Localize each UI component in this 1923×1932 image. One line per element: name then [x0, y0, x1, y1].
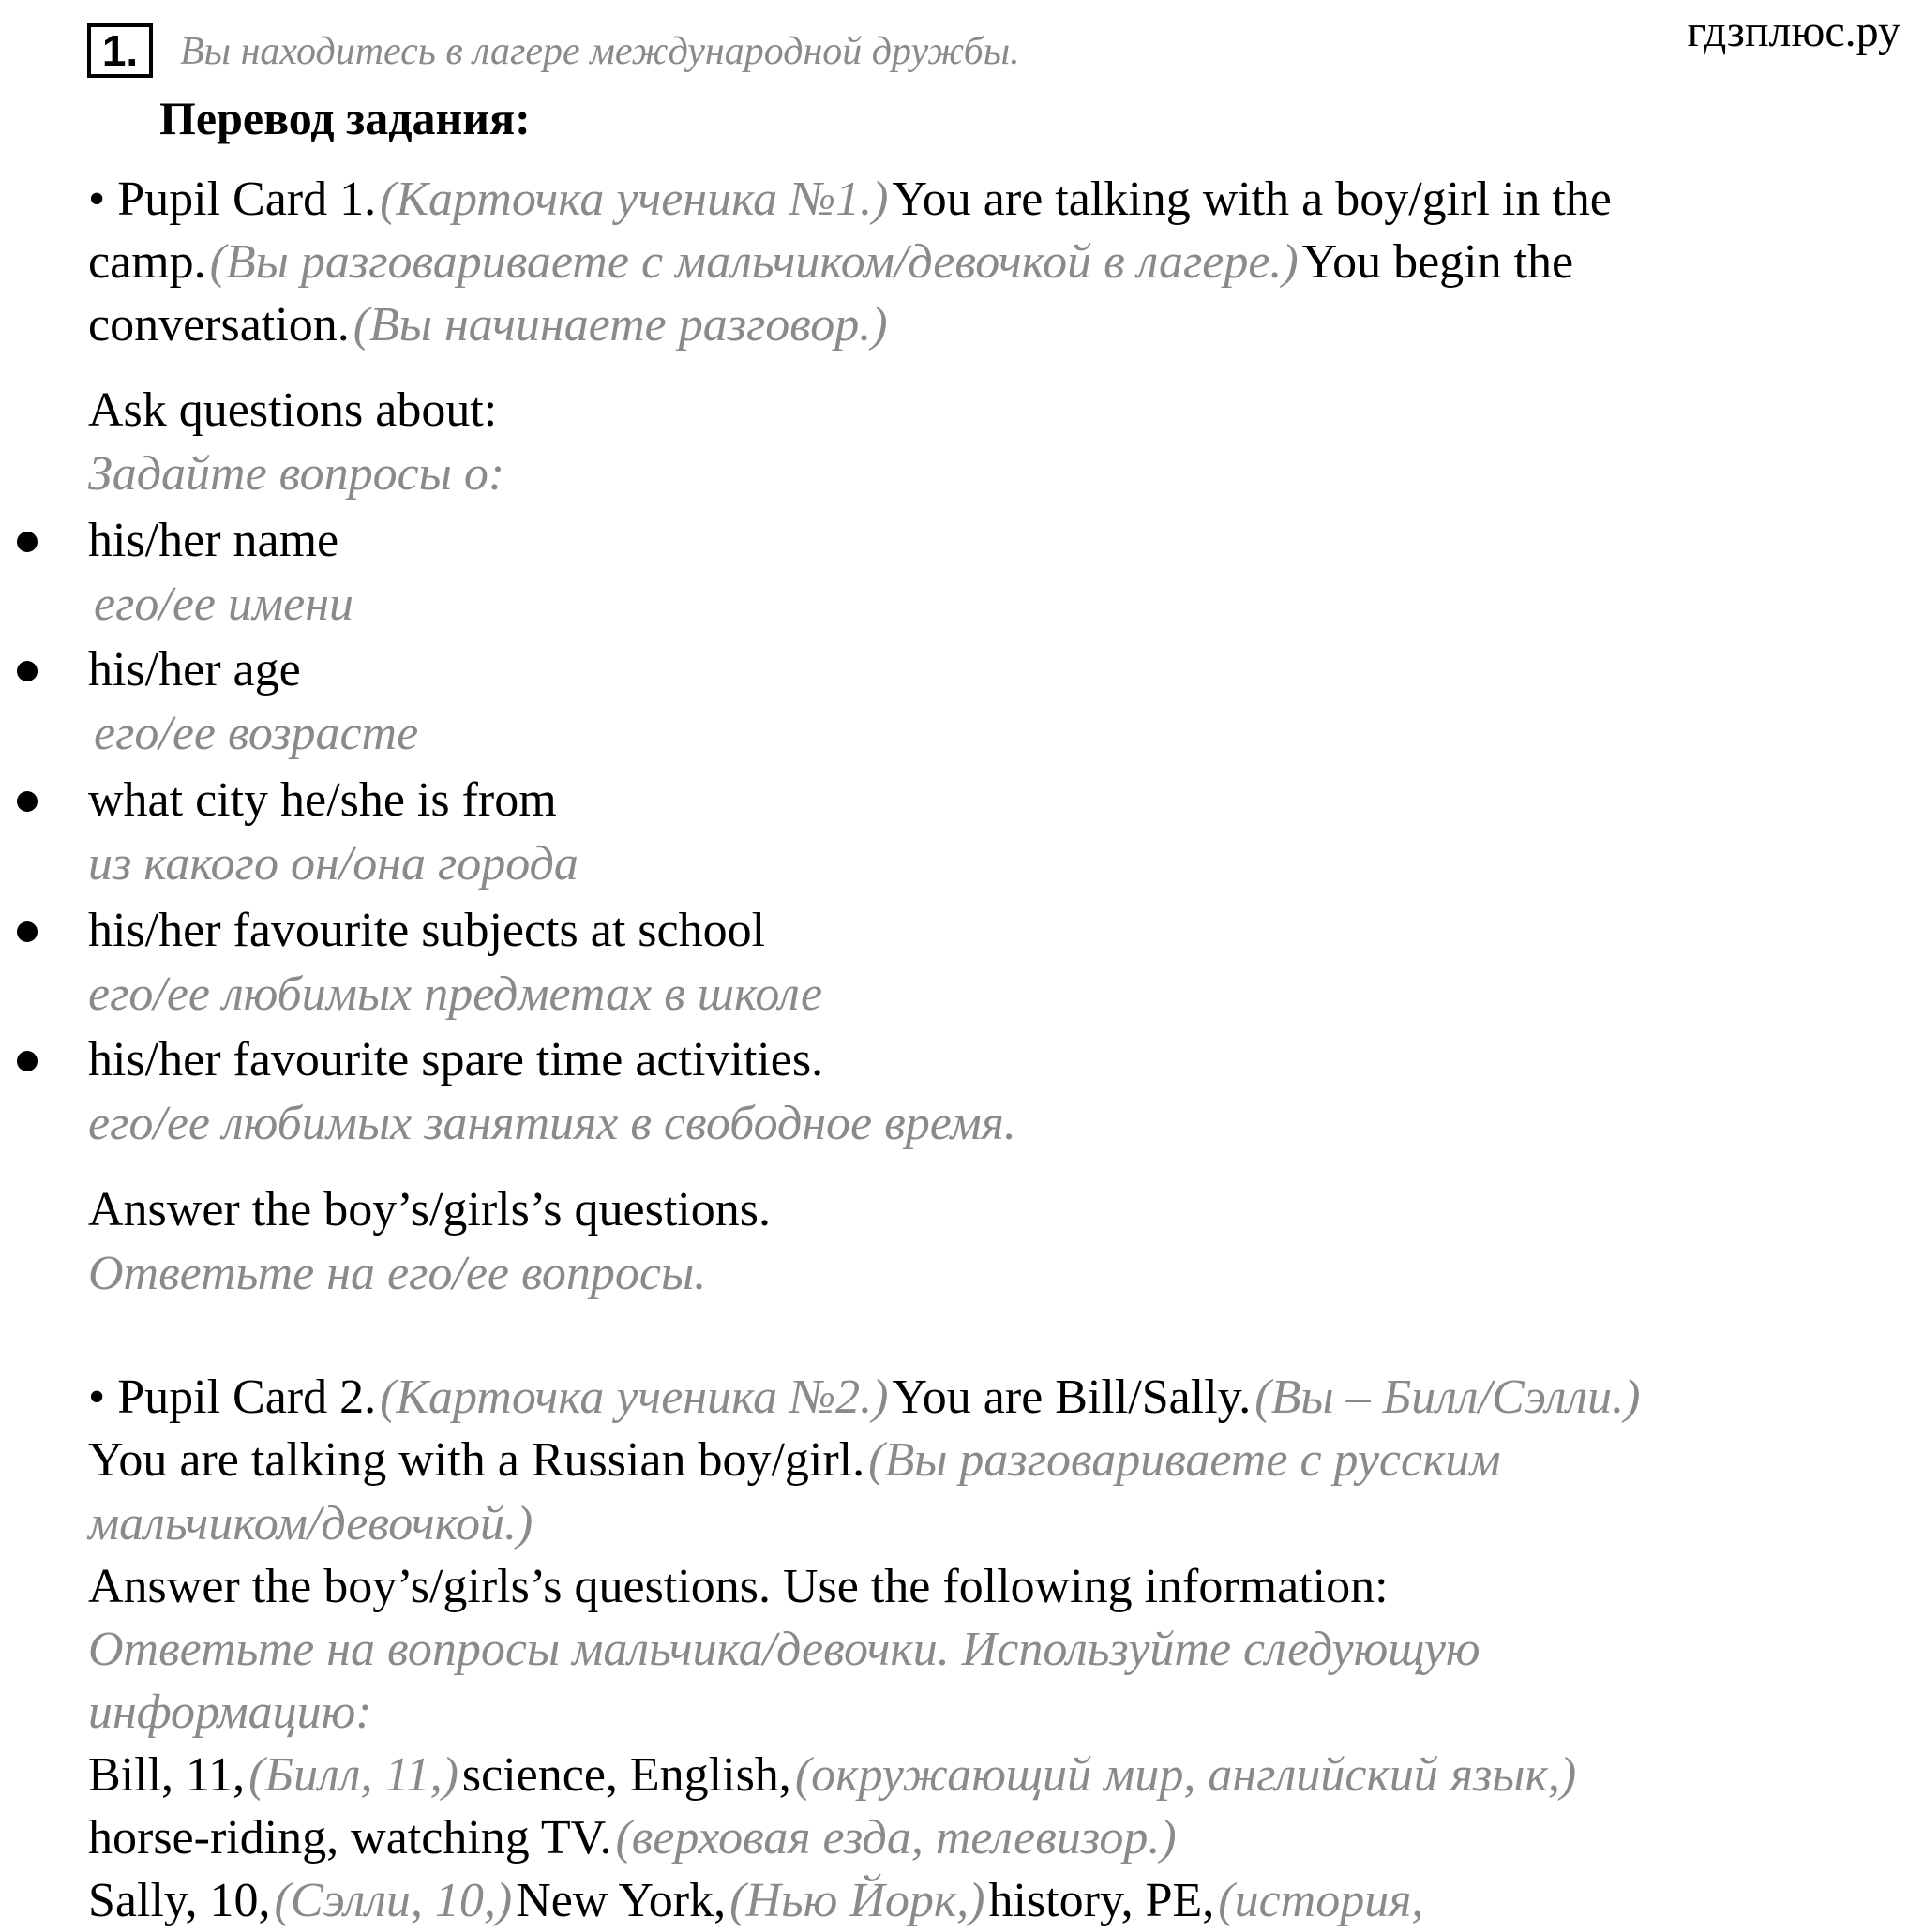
- card2-line1-ru-b: (Вы – Билл/Сэлли.): [1254, 1370, 1641, 1424]
- bullet-icon: [17, 532, 38, 552]
- card2-line4-en: Answer the boy’s/girls’s questions. Use the following information:: [88, 1560, 1389, 1613]
- task-title: Вы находитесь в лагере международной дружбы.: [180, 30, 1020, 73]
- card2-line5-ru: Ответьте на вопросы мальчика/девочки. Используйте следующую: [88, 1623, 1480, 1676]
- sally-en-b: New York,: [516, 1874, 727, 1927]
- bill2-en: horse-riding, watching TV.: [88, 1811, 612, 1865]
- card2-line2-ru: (Вы разговариваете с русским: [868, 1433, 1501, 1487]
- card2-line1-en-b: You are Bill/Sally.: [892, 1370, 1252, 1424]
- list-item-ru: его/ее имени: [94, 577, 354, 631]
- bullet-icon: [17, 791, 38, 812]
- bill-ru-a: (Билл, 11,): [248, 1748, 458, 1802]
- bill2-ru: (верховая езда, телевизор.): [615, 1811, 1177, 1865]
- card1-line2-en-a: camp.: [88, 235, 206, 289]
- ask-questions-ru: Задайте вопросы о:: [88, 447, 505, 501]
- card1-line3-en: conversation.: [88, 298, 350, 352]
- answer-questions-en: Answer the boy’s/girls’s questions.: [88, 1183, 771, 1236]
- bullet-icon: [17, 1051, 38, 1071]
- translation-heading: Перевод задания:: [159, 92, 531, 144]
- list-item-en: his/her favourite spare time activities.: [88, 1033, 824, 1086]
- list-item-en: his/her age: [88, 643, 301, 696]
- bullet-icon: [17, 921, 38, 942]
- card2-line2: [88, 1432, 1501, 1489]
- site-name[interactable]: гдзплюс.ру: [1687, 7, 1900, 56]
- list-item-ru: его/ее возрасте: [94, 707, 419, 760]
- sally-ru-b: (Нью Йорк,): [729, 1874, 985, 1927]
- sally-line: [88, 1873, 1423, 1929]
- list-item-ru: из какого он/она города: [88, 837, 578, 891]
- bill-line1: [88, 1747, 1576, 1804]
- card1-line3: [88, 297, 888, 353]
- ask-questions-en: Ask questions about:: [88, 383, 498, 437]
- card2-line1-ru-a: (Карточка ученика №2.): [380, 1370, 889, 1424]
- sally-ru-c: (история,: [1218, 1874, 1424, 1927]
- list-item-en: what city he/she is from: [88, 773, 557, 827]
- card1-line3-ru: (Вы начинаете разговор.): [353, 298, 888, 352]
- card1-line1-ru: (Карточка ученика №1.): [380, 172, 889, 226]
- card1-line1: [88, 172, 1612, 228]
- sally-en-c: history, PE,: [988, 1874, 1215, 1927]
- bill-ru-b: (окружающий мир, английский язык,): [794, 1748, 1577, 1802]
- card2-line2-en: You are talking with a Russian boy/girl.: [88, 1433, 865, 1487]
- card1-line1-en-a: • Pupil Card 1.: [88, 172, 377, 226]
- sally-en-a: Sally, 10,: [88, 1874, 271, 1927]
- sally-ru-a: (Сэлли, 10,): [274, 1874, 513, 1927]
- list-item-ru: его/ее любимых предметах в школе: [88, 967, 823, 1021]
- card1-line1-en-b: You are talking with a boy/girl in the: [892, 172, 1612, 226]
- card2-line6-ru: информацию:: [88, 1685, 372, 1739]
- card2-line1-en-a: • Pupil Card 2.: [88, 1370, 377, 1424]
- list-item-en: his/her favourite subjects at school: [88, 904, 766, 957]
- list-item-en: his/her name: [88, 514, 339, 567]
- bill-en-b: science, English,: [461, 1748, 791, 1802]
- bill-en-a: Bill, 11,: [88, 1748, 246, 1802]
- bill-line2: [88, 1810, 1177, 1866]
- card2-line3-ru: мальчиком/девочкой.): [88, 1497, 533, 1550]
- list-item-ru: его/ее любимых занятиях в свободное время.: [88, 1097, 1016, 1150]
- bullet-icon: [17, 661, 38, 681]
- card1-line2-en-b: You begin the: [1301, 235, 1574, 289]
- task-number-box: 1.: [87, 23, 153, 78]
- card1-line2-ru: (Вы разговариваете с мальчиком/девочкой в лагере.): [209, 235, 1299, 289]
- card1-line2: [88, 234, 1573, 291]
- answer-questions-ru: Ответьте на его/ее вопросы.: [88, 1247, 707, 1300]
- card2-line1: [88, 1370, 1640, 1426]
